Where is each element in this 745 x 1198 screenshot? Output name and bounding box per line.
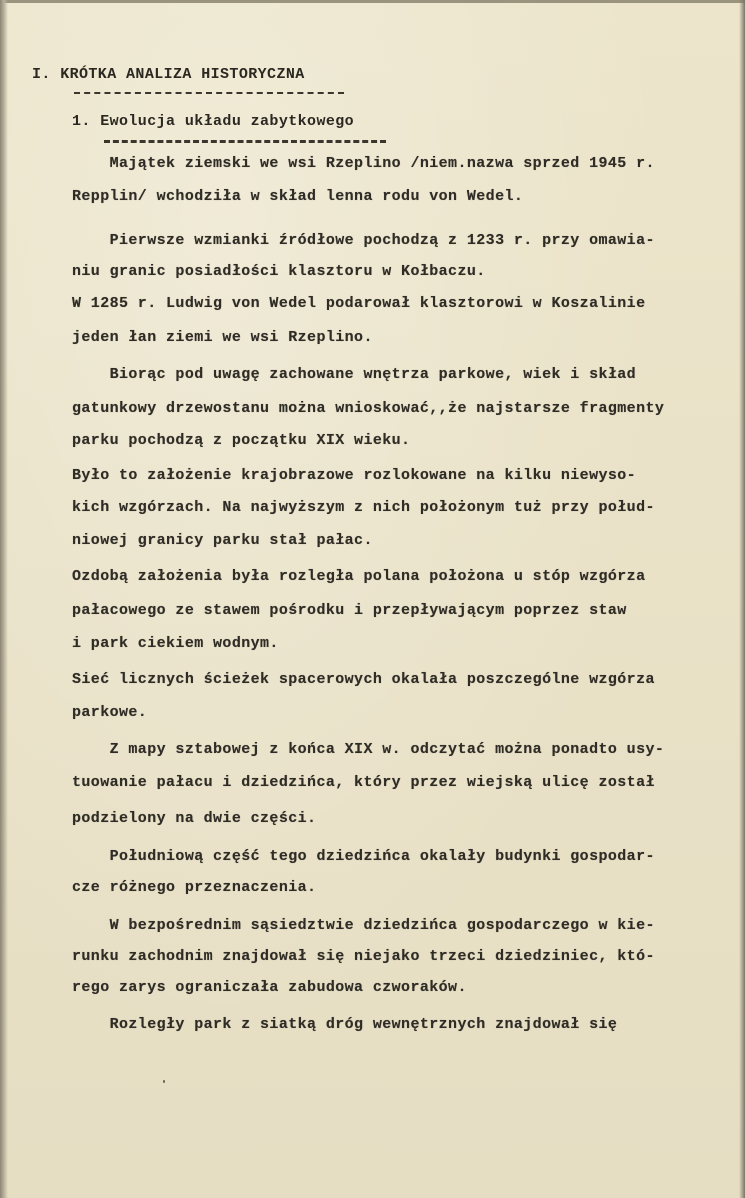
text-line: Ozdobą założenia była rozległa polana położona u stóp wzgórza (72, 568, 646, 585)
subsection-heading: 1. Ewolucja układu zabytkowego (72, 113, 355, 130)
text-line: Południową część tego dziedzińca okalały budynki gospodar- (72, 848, 655, 865)
heading-underline (74, 92, 344, 94)
page-right-edge (739, 0, 745, 1198)
text-line: Rozległy park z siatką dróg wewnętrznych znajdował się (72, 1016, 618, 1033)
text-line: Z mapy sztabowej z końca XIX w. odczytać można ponadto usy- (72, 741, 665, 758)
text-line: cze różnego przeznaczenia. (72, 879, 317, 896)
text-line: niu granic posiadłości klasztoru w Kołbaczu. (72, 263, 486, 280)
text-line: kich wzgórzach. Na najwyższym z nich położonym tuż przy połud- (72, 499, 655, 516)
text-line: Sieć licznych ścieżek spacerowych okalała poszczególne wzgórza (72, 671, 655, 688)
text-line: parkowe. (72, 704, 148, 721)
text-line: runku zachodnim znajdował się niejako trzeci dziedziniec, któ- (72, 948, 655, 965)
text-line: Majątek ziemski we wsi Rzeplino /niem.nazwa sprzed 1945 r. (72, 155, 655, 172)
text-line: rego zarys ograniczała zabudowa czworaków. (72, 979, 467, 996)
text-line: W 1285 r. Ludwig von Wedel podarował klasztorowi w Koszalinie (72, 295, 646, 312)
text-line: W bezpośrednim sąsiedztwie dziedzińca gospodarczego w kie- (72, 917, 655, 934)
section-heading: I. KRÓTKA ANALIZA HISTORYCZNA (32, 66, 305, 83)
text-line: Pierwsze wzmianki źródłowe pochodzą z 1233 r. przy omawia- (72, 232, 655, 249)
page-left-edge (0, 0, 8, 1198)
text-line: i park ciekiem wodnym. (72, 635, 279, 652)
text-line: parku pochodzą z początku XIX wieku. (72, 432, 411, 449)
page-top-edge (0, 0, 745, 3)
text-line: podzielony na dwie części. (72, 810, 317, 827)
text-line: Biorąc pod uwagę zachowane wnętrza parkowe, wiek i skład (72, 366, 637, 383)
paper-speck (163, 1080, 165, 1083)
text-line: niowej granicy parku stał pałac. (72, 532, 373, 549)
text-line: Było to założenie krajobrazowe rozlokowane na kilku niewyso- (72, 467, 637, 484)
text-line: tuowanie pałacu i dziedzińca, który przez wiejską ulicę został (72, 774, 655, 791)
text-line: pałacowego ze stawem pośrodku i przepływającym poprzez staw (72, 602, 627, 619)
text-line: gatunkowy drzewostanu można wnioskować,,że najstarsze fragmenty (72, 400, 665, 417)
text-line: Repplin/ wchodziła w skład lenna rodu von Wedel. (72, 188, 524, 205)
subheading-underline (104, 140, 386, 143)
text-line: jeden łan ziemi we wsi Rzeplino. (72, 329, 373, 346)
